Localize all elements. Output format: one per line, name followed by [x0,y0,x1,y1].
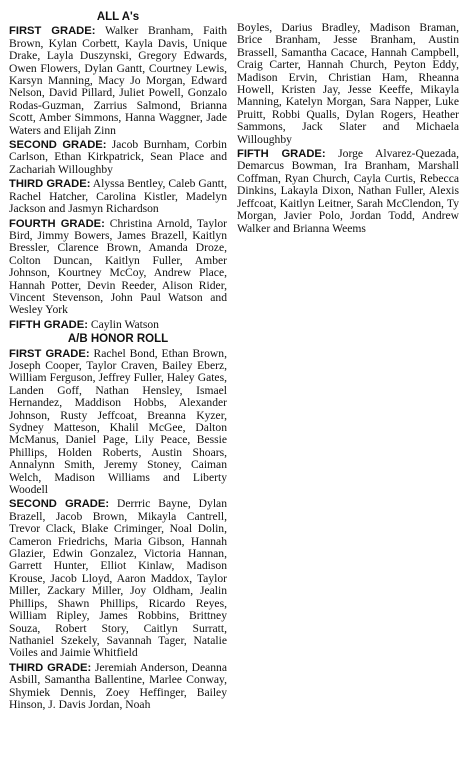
ab-honor-roll-heading: A/B HONOR ROLL [67,333,169,346]
student-names: Walker Branham, Faith Brown, Kylan Corbett, Kayla Davis, Unique Drake, Layla Duszynski, Gregory Edwards, Owen Flowers, Dylan Gantt, Courtney Lewis, Karsyn Manning, Macy Jo Morgan, Edward Nelson, David Pillard, Juliet Powell, Gonzalo Rodas-Guzman, Zarrius Salmond, Brianna Scott, Amber Simmons, Hanna Waggner, Jade Waters and Elijah Zinn [9,24,227,137]
grade-label: SECOND GRADE: [9,139,107,152]
student-names: Jeremiah Anderson, Deanna Asbill, Samantha Ballentine, Marlee Conway, Shymiek Dennis, Zoey Heffinger, Bailey Hinson, J. Davis Jordan, Noah [9,660,227,711]
ab-third-grade [9,662,227,712]
grade-label: THIRD GRADE: [9,661,92,674]
grade-label: THIRD GRADE: [9,178,91,191]
ab-first-grade [9,348,227,497]
left-column [9,0,227,713]
grade-label: FIFTH GRADE: [9,318,88,331]
all-as-fourth-grade [9,218,227,317]
student-names: Derrric Bayne, Dylan Brazell, Jacob Brown, Mikayla Cantrell, Trevor Clack, Blake Criminger, Noal Dolin, Cameron Friedrichs, Maria Gibson, Hannah Glazier, Edwin Gonzalez, Victoria Hannan, Garrett Hunter, Elliot Kinlaw, Madison Krouse, Jacob Lloyd, Aaron Maddox, Taylor Miller, Zackary Miller, Joy Oldham, Jealin Phillips, Shawn Phillips, Ricardo Reyes, William Ripley, James Robbins, Brittney Souza, Robert Story, Caitlyn Surratt, Nathaniel Szekely, Savannah Tager, Natalie Voiles and Jaimie Whitfield [9,497,227,660]
student-names: Christina Arnold, Taylor Bird, Jimmy Bowers, James Brazell, Kaitlyn Bressler, Clarence Brown, Amanda Droze, Colton Duncan, Kaitlyn Fuller, Amber Johnson, Kourtney McCoy, Andrew Place, Hannah Potter, Devin Reeder, Alison Rider, Vincent Stevenson, John Paul Watson and Wesley York [9,216,227,317]
right-column [237,22,459,237]
student-names: Jorge Alvarez-Quezada, Demarcus Bowman, Ira Branham, Marshall Coffman, Ryan Church, Cayla Curtis, Rebecca Dinkins, Lakayla Dixon, Nathan Fuller, Alexis Jeffcoat, Kaitlyn Leitner, Sarah McClendon, Ty Morgan, Javier Polo, Jordan Todd, Andrew Walker and Brianna Weems [237,147,459,235]
grade-label: FIRST GRADE: [9,347,90,360]
student-names: Rachel Bond, Ethan Brown, Joseph Cooper, Taylor Craven, Bailey Eberz, William Ferguson, Jeffrey Fuller, Haley Gates, Landen Goff, Nathan Hensley, Ismael Hernandez, Maddison Hobbs, Alexander Johnson, Rusty Jeffcoat, Breanna Kyzer, Sydney Matteson, Khalil McGee, Dalton McManus, Daniel Page, Lily Peace, Bessie Phillips, Holden Roberts, Austin Shoars, Annalynn Smith, Jeremy Stoney, Caiman Welch, Madison Williams and Liberty Woodell [9,346,227,497]
grade-label: FIFTH GRADE: [237,148,326,161]
ab-fifth-grade [237,148,459,235]
all-as-first-grade [9,25,227,137]
grade-label: SECOND GRADE: [9,498,110,511]
continued-fourth-grade-names: Boyles, Darius Bradley, Madison Braman, Brice Branham, Jesse Branham, Austin Brassell, Samantha Cacace, Hannah Campbell, Craig Carter, Hannah Church, Peyton Eddy, Madison Ervin, Christian Ham, Rheanna Howell, Kristen Jay, Jesse Keeffe, Mikayla Manning, Katelyn Morgan, Sara Napper, Luke Pruitt, Robbi Qualls, Dylan Rogers, Heather Sammons, Jack Slater and Michaela Willoughby [237,21,459,146]
student-names: Jacob Burnham, Corbin Carlson, Ethan Kirkpatrick, Sean Place and Zachariah Willoughby [9,138,227,176]
ab-second-grade [9,498,227,659]
all-as-fifth-grade [9,319,227,331]
all-as-second-grade [9,139,227,176]
all-as-heading: ALL A's [96,11,140,23]
student-names: Caylin Watson [87,317,159,331]
grade-label: FIRST GRADE: [9,25,96,38]
all-as-third-grade [9,178,227,215]
grade-label: FOURTH GRADE: [9,217,105,230]
student-names: Alyssa Bentley, Caleb Gantt, Rachel Hatcher, Carolina Kistler, Madelyn Jackson and Jasmyn Richardson [9,177,227,216]
